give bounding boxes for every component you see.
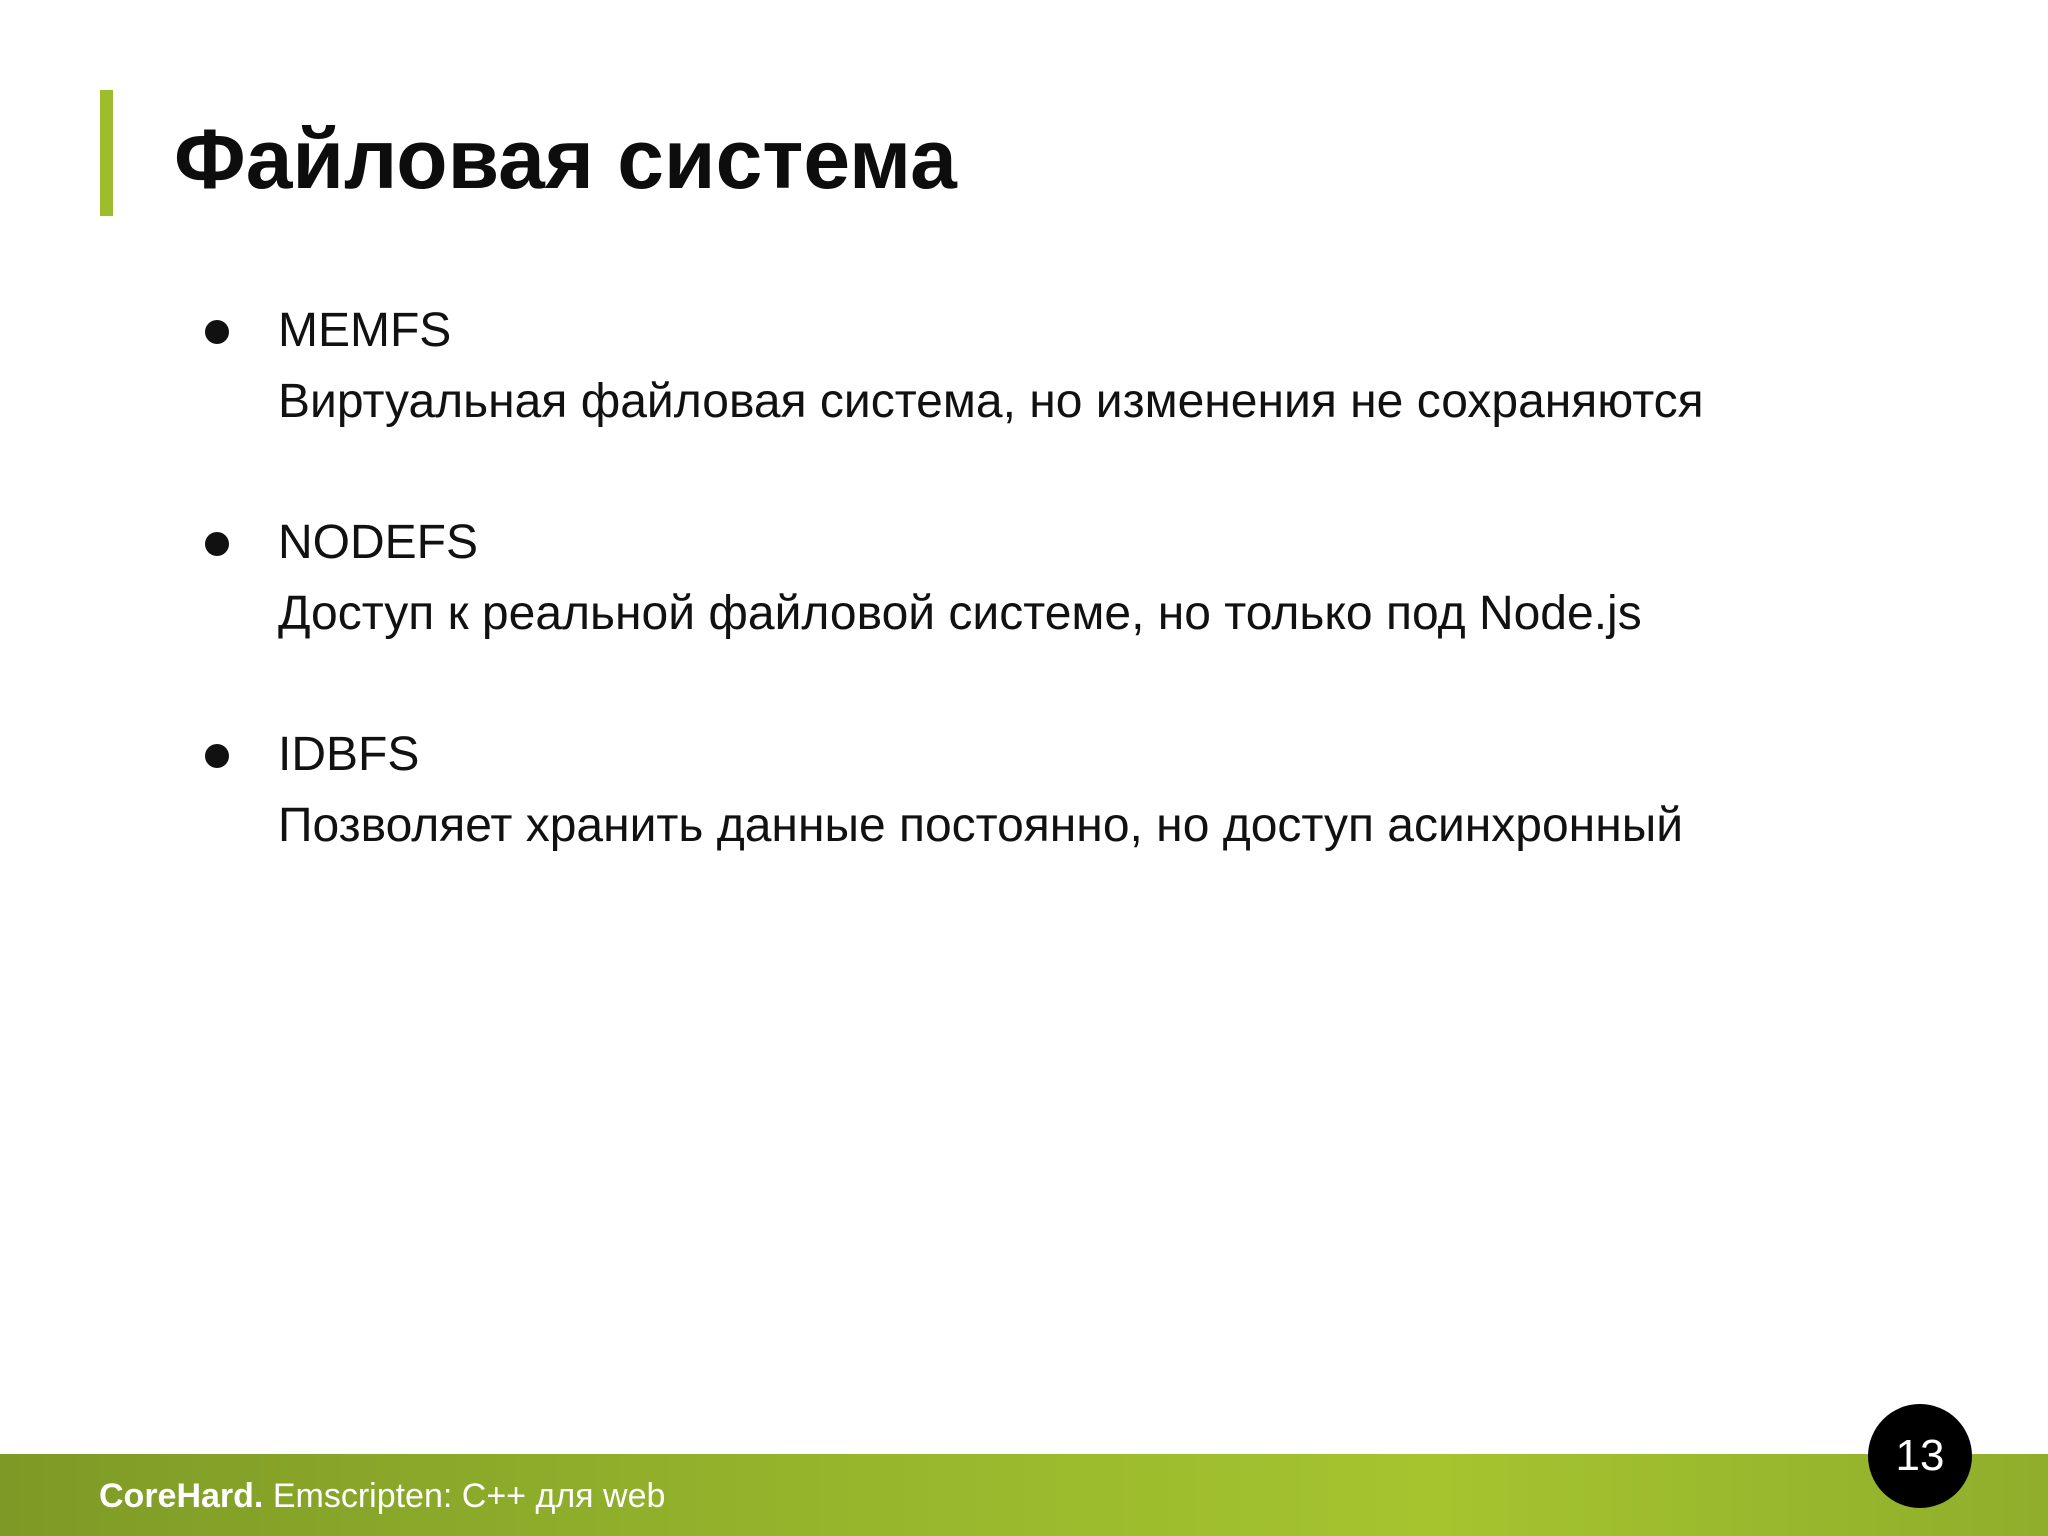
bullet-dot-icon (205, 320, 229, 344)
bullet-item-name: IDBFS (278, 728, 420, 781)
footer-brand: CoreHard. (99, 1477, 264, 1515)
page-number-badge: 13 (1868, 1404, 1972, 1508)
bullet-item-name: MEMFS (278, 304, 452, 357)
bullet-item-name: NODEFS (278, 516, 479, 569)
bullet-item-description: Доступ к реальной файловой системе, но только под Node.js (278, 587, 1642, 640)
title-accent-bar (100, 90, 113, 216)
slide-title: Файловая система (174, 112, 957, 206)
bullet-dot-icon (205, 744, 229, 768)
footer-text (99, 1474, 665, 1518)
bullet-item-description: Позволяет хранить данные постоянно, но доступ асинхронный (278, 799, 1684, 852)
bullet-item-description: Виртуальная файловая система, но изменения не сохраняются (278, 375, 1704, 428)
bullet-dot-icon (205, 532, 229, 556)
footer-subtitle: Emscripten: C++ для web (263, 1477, 666, 1515)
